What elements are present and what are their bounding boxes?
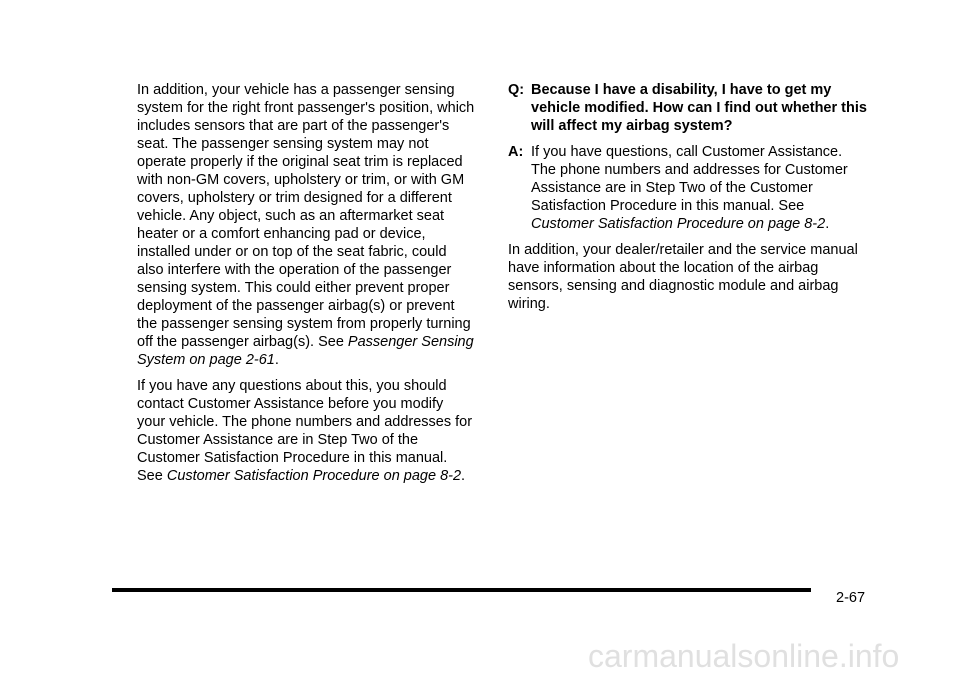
- text-fragment: .: [825, 216, 830, 232]
- text-line: sensors, sensing and diagnostic module and airbag: [508, 278, 839, 294]
- answer-line-with-reference: [531, 215, 878, 233]
- answer-line: Satisfaction Procedure in this manual. See: [531, 198, 805, 214]
- text-line: In addition, your dealer/retailer and the service manual: [508, 242, 858, 258]
- text-line: installed under or on top of the seat fabric, could: [137, 244, 447, 260]
- text-line: contact Customer Assistance before you modify: [137, 396, 444, 412]
- text-fragment: See: [137, 468, 167, 484]
- answer-line: If you have questions, call Customer Assistance.: [531, 144, 843, 160]
- text-line: Customer Assistance are in Step Two of the: [137, 432, 419, 448]
- question-line: Because I have a disability, I have to get my: [531, 82, 832, 98]
- text-line: have information about the location of the airbag: [508, 260, 819, 276]
- left-column: [137, 81, 487, 493]
- text-line: In addition, your vehicle has a passenger sensing: [137, 82, 455, 98]
- text-line: If you have any questions about this, you should: [137, 378, 447, 394]
- answer-line: Assistance are in Step Two of the Customer: [531, 180, 813, 196]
- footer-rule: [112, 588, 811, 592]
- text-line-with-reference: [137, 351, 487, 369]
- text-fragment: off the passenger airbag(s). See: [137, 334, 348, 350]
- passenger-sensing-paragraph: [137, 81, 487, 369]
- question-line: will affect my airbag system?: [531, 118, 733, 134]
- text-line: vehicle. Any object, such as an aftermarket seat: [137, 208, 445, 224]
- text-line: operate properly if the original seat trim is replaced: [137, 154, 463, 170]
- question-line: vehicle modified. How can I find out whether this: [531, 100, 867, 116]
- question-tag: Q:: [508, 82, 525, 98]
- text-line: system for the right front passenger's position, which: [137, 100, 475, 116]
- text-line: deployment of the passenger airbag(s) or prevent: [137, 298, 455, 314]
- answer-block: [508, 143, 878, 233]
- text-line: the passenger sensing system from properly turning: [137, 316, 471, 332]
- text-fragment: .: [274, 352, 279, 368]
- site-watermark: carmanualsonline.info: [588, 638, 900, 674]
- right-column: [508, 81, 878, 321]
- question-block: [508, 81, 878, 135]
- text-line: wiring.: [508, 296, 550, 312]
- answer-tag: A:: [508, 144, 524, 160]
- dealer-info-paragraph: [508, 241, 878, 313]
- answer-line: The phone numbers and addresses for Customer: [531, 162, 848, 178]
- passenger-sensing-reference-link[interactable]: Passenger Sensing: [347, 334, 474, 350]
- text-line: seat. The passenger sensing system may not: [137, 136, 429, 152]
- text-line: also interfere with the operation of the passenger: [137, 262, 452, 278]
- text-line: Customer Satisfaction Procedure in this manual.: [137, 450, 448, 466]
- text-fragment: .: [461, 468, 466, 484]
- text-line: sensing system. This could either prevent proper: [137, 280, 450, 296]
- text-line: your vehicle. The phone numbers and addresses for: [137, 414, 473, 430]
- customer-satisfaction-reference-link[interactable]: Customer Satisfaction Procedure on page 8-2: [531, 216, 826, 232]
- text-line-with-reference: [137, 467, 487, 485]
- text-line: includes sensors that are part of the passenger's: [137, 118, 450, 134]
- customer-satisfaction-reference-link[interactable]: Customer Satisfaction Procedure on page 8-2: [166, 468, 462, 484]
- text-line: heater or a comfort enhancing pad or device,: [137, 226, 426, 242]
- text-line-with-reference: [137, 333, 487, 351]
- text-line: covers, upholstery or trim designed for a different: [137, 190, 452, 206]
- passenger-sensing-reference-link-cont[interactable]: System on page 2-61: [137, 352, 275, 368]
- text-line: with non-GM covers, upholstery or trim, or with GM: [137, 172, 465, 188]
- page-number: 2-67: [836, 590, 866, 606]
- customer-assistance-paragraph: [137, 377, 487, 485]
